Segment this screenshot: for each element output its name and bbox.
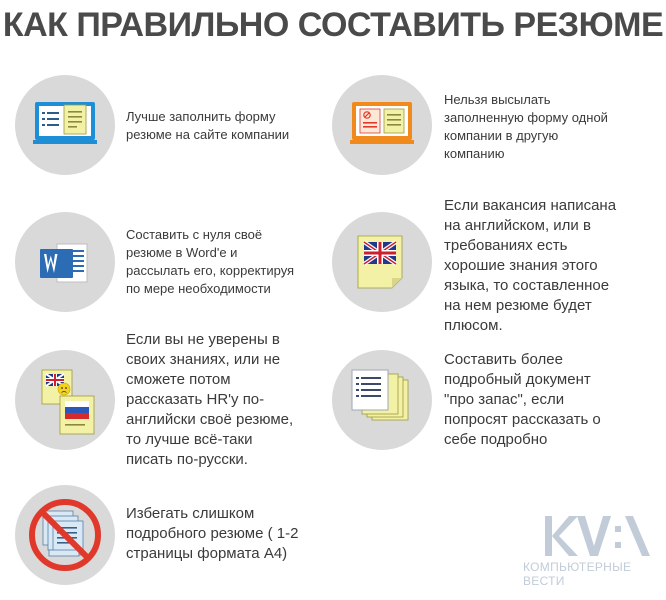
tip-3-line-2: резюме в Word'e и [126,245,238,260]
page-title: КАК ПРАВИЛЬНО СОСТАВИТЬ РЕЗЮМЕ [2,6,664,44]
tip-7-text [126,504,298,564]
laptop-form-icon [15,75,115,175]
tip-6-circle [332,350,432,450]
tip-7-line-3: страницы формата А4) [126,545,288,562]
laptop-forbidden-form-icon [332,75,432,175]
tip-4-text [444,196,616,336]
flags-documents-icon [15,350,115,450]
tip-2-line-2: заполненную форму одной [444,110,608,125]
tip-6-line-1: Составить более [444,351,563,368]
kv-logo-text [523,560,663,588]
tip-4-line-6: на нем резюме будет [444,297,592,314]
tip-1-circle [15,75,115,175]
tip-4-line-4: хорошие знания этого [444,257,598,274]
tip-5-line-5: английски своё резюме, [126,411,294,428]
kv-logo [523,512,663,592]
tip-2-line-1: Нельзя высылать [444,92,551,107]
tip-5-line-6: то лучше всё-таки [126,431,253,448]
kv-logo-line-2: ВЕСТИ [523,574,565,588]
tip-4-line-3: требованиях есть [444,237,568,254]
tip-2-line-3: компании в другую [444,128,559,143]
english-flag-document-icon [332,212,432,312]
tip-4-line-1: Если вакансия написана [444,197,617,214]
tip-5-circle [15,350,115,450]
tip-1-text [126,108,289,144]
tip-5-line-1: Если вы не уверены в [126,331,280,348]
kv-logo-line-1: КОМПЬЮТЕРНЫЕ [523,560,632,574]
tip-3-circle [15,212,115,312]
tip-3-line-4: по мере необходимости [126,281,271,296]
kv-logo-mark [543,512,653,560]
tip-1-line-1: Лучше заполнить форму [126,109,276,124]
tip-3-line-3: рассылать его, корректируя [126,263,295,278]
tip-6-line-2: подробный документ [444,371,591,388]
tip-3-text [126,226,294,298]
tip-5-line-3: сможете потом [126,371,231,388]
tip-6-line-4: попросят рассказать о [444,411,601,428]
tip-5-text [126,330,293,470]
tip-7-circle [15,485,115,585]
tip-5-line-2: своих знаниях, или не [126,351,281,368]
word-document-icon [15,212,115,312]
tip-6-line-5: себе подробно [444,431,548,448]
tip-2-text [444,91,608,163]
tip-4-line-5: языка, то составленное [444,277,610,294]
tip-4-line-2: на английском, или в [444,217,591,234]
tip-1-line-2: резюме на сайте компании [126,127,290,142]
tip-5-line-4: рассказать HR'у по- [126,391,265,408]
tip-3-line-1: Составить с нуля своё [126,227,263,242]
tip-2-circle [332,75,432,175]
document-stack-icon [332,350,432,450]
tip-6-text [444,350,601,450]
tip-7-line-1: Избегать слишком [126,505,255,522]
tip-4-line-7: плюсом. [444,317,503,334]
tip-2-line-4: компанию [444,146,505,161]
tip-4-circle [332,212,432,312]
tip-5-line-7: писать по-русски. [126,451,248,468]
tip-7-line-2: подробного резюме ( 1-2 [126,525,299,542]
tip-6-line-3: "про запас", если [444,391,565,408]
no-long-documents-icon [15,485,115,585]
